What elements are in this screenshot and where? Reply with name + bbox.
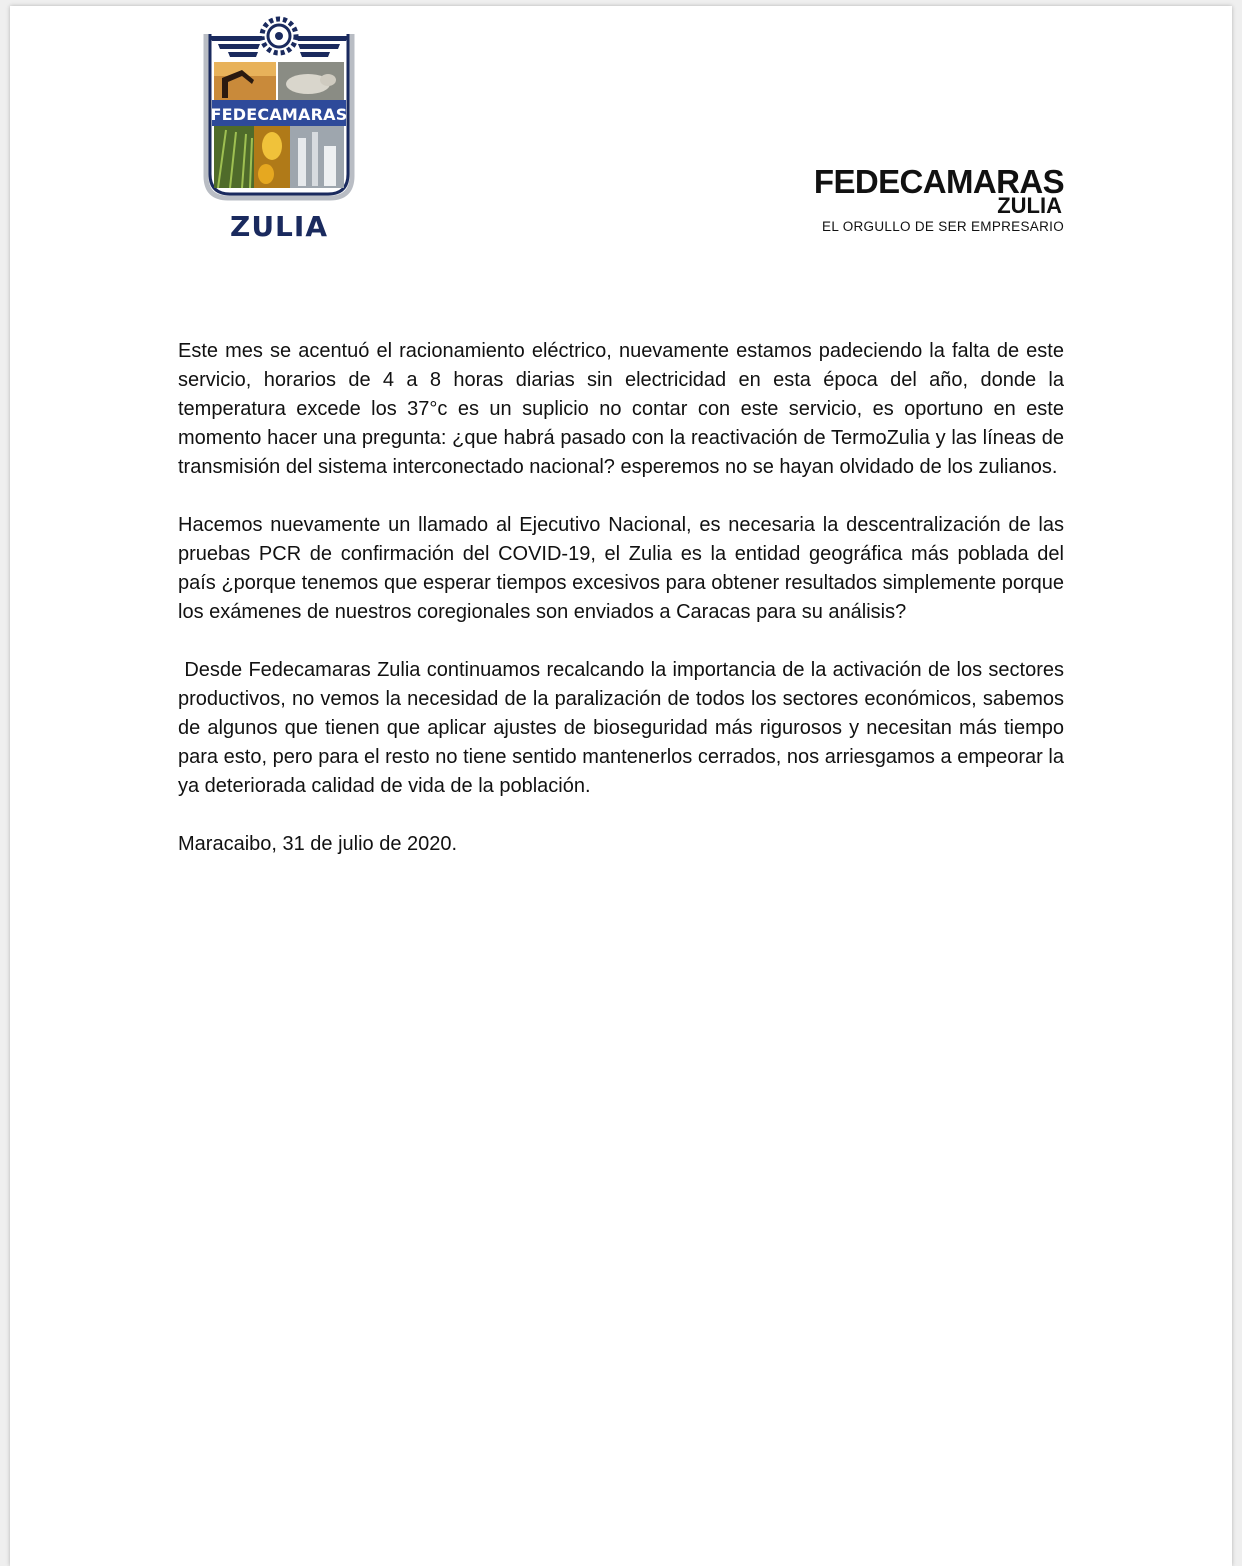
shield-banner-text: FEDECAMARAS xyxy=(210,105,348,124)
body-paragraph: Este mes se acentuó el racionamiento eléctrico, nuevamente estamos padeciendo la falta de este servicio, horarios de 4 a 8 horas diarias sin electricidad en esta época del año, donde la temperatura excede los 37°c es un suplicio no contar con este servicio, es oportuno en este momento hacer una pregunta: ¿que habrá pasado con la reactivación de TermoZulia y las líneas de transmisión del sistema interconectado nacional? esperemos no se hayan olvidado de los zulianos. xyxy=(178,340,1064,478)
fedecamaras-zulia-shield-logo xyxy=(196,8,362,244)
wordmark-tagline: EL ORGULLO DE SER EMPRESARIO xyxy=(822,219,1064,234)
body-paragraph: Hacemos nuevamente un llamado al Ejecutivo Nacional, es necesaria la descentralización de las pruebas PCR de confirmación del COVID-19, el Zulia es la entidad geográfica más poblada del país ¿porque tenemos que esperar tiempos excesivos para obtener resultados simplemente porque los exámenes de nuestros coregionales son enviados a Caracas para su análisis? xyxy=(178,514,1064,623)
gear-icon xyxy=(262,19,296,53)
shield-region-text: ZULIA xyxy=(230,210,328,243)
wordmark-subtitle: ZULIA xyxy=(997,193,1062,218)
document-page xyxy=(10,6,1232,1566)
body-paragraph: Desde Fedecamaras Zulia continuamos recalcando la importancia de la activación de los sectores productivos, no vemos la necesidad de la paralización de todos los sectores económicos, sabemos de algunos que tienen que aplicar ajustes de bioseguridad más rigurosos y necesitan más tiempo para esto, pero para el resto no tiene sentido mantenerlos cerrados, nos arriesgamos a empeorar la ya deteriorada calidad de vida de la población. xyxy=(178,659,1070,797)
document-date: Maracaibo, 31 de julio de 2020. xyxy=(178,833,458,855)
wordmark-title: FEDECAMARAS xyxy=(813,163,1064,200)
fedecamaras-wordmark-logo xyxy=(778,164,1064,244)
document-body xyxy=(178,337,1070,888)
